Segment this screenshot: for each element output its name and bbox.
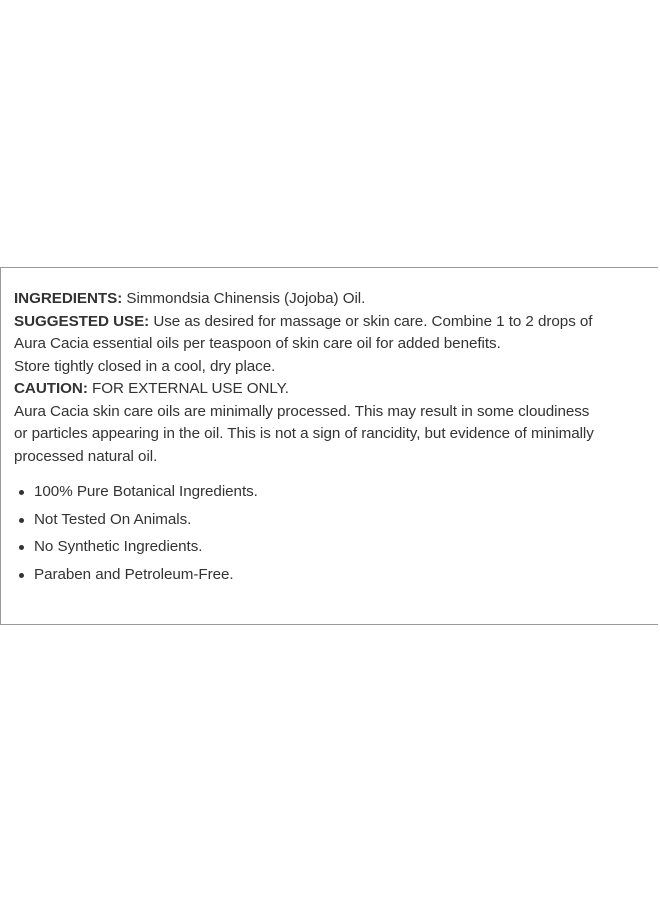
processing-note-line-1: Aura Cacia skin care oils are minimally processed. This may result in some cloudiness [14,402,590,420]
caution-text: FOR EXTERNAL USE ONLY. [87,380,289,397]
bullet-icon [19,518,24,523]
bullet-icon [19,545,24,550]
list-item [14,509,648,537]
processing-note-line-2: or particles appearing in the oil. This is not a sign of rancidity, but evidence of minimally [14,425,594,442]
caution-line [14,378,648,401]
list-item [14,564,648,592]
bullet-icon [19,490,24,495]
suggested-use-line [14,311,648,334]
feature-list [14,481,648,591]
list-item-text: Not Tested On Animals. [34,510,192,528]
list-item [14,481,648,509]
ingredients-line [14,288,648,311]
processing-note-line-3: processed natural oil. [14,447,158,465]
ingredients-label: INGREDIENTS: [14,290,123,307]
list-item-text: No Synthetic Ingredients. [34,538,203,555]
list-item-text: 100% Pure Botanical Ingredients. [34,483,258,500]
list-item [14,536,648,564]
product-info-panel [0,267,658,625]
bullet-icon [19,573,24,578]
suggested-use-label: SUGGESTED USE: [14,312,150,330]
storage-line: Store tightly closed in a cool, dry place. [14,357,276,375]
caution-label: CAUTION: [14,380,88,397]
list-item-text: Paraben and Petroleum-Free. [34,565,234,583]
suggested-use-text: Use as desired for massage or skin care. Combine 1 to 2 drops of [149,312,593,330]
suggested-use-line-2: Aura Cacia essential oils per teaspoon of skin care oil for added benefits. [14,335,501,352]
ingredients-text: Simmondsia Chinensis (Jojoba) Oil. [122,290,366,307]
product-info-content [14,288,648,591]
